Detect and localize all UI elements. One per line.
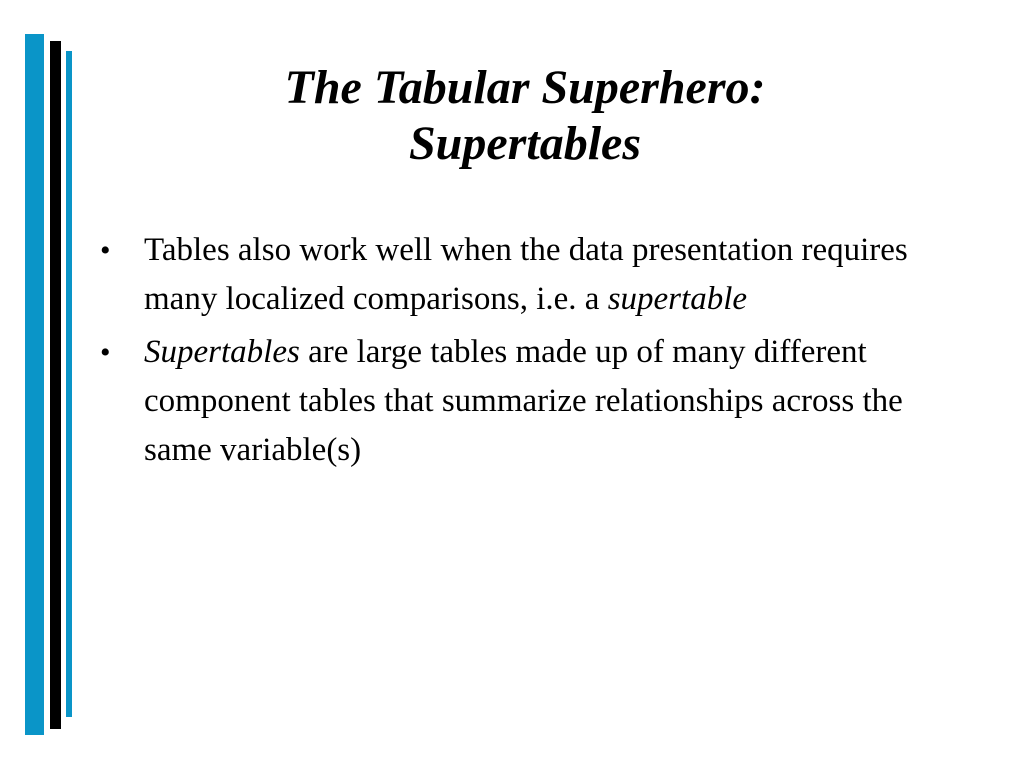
bullet-icon: • <box>100 336 111 369</box>
slide-title-line-2: Supertables <box>408 117 642 170</box>
bullet-icon: • <box>100 234 111 267</box>
bullet-list <box>100 226 920 479</box>
decorative-blue-bar <box>25 34 44 735</box>
slide-title-line-1: The Tabular Superhero: <box>284 61 766 114</box>
decorative-thin-blue-bar <box>66 51 72 717</box>
bullet-1-text: Tables also work well when the data presentation requires many localized comparisons, i.e. a <box>144 232 908 317</box>
bullet-item-2 <box>100 328 920 475</box>
decorative-black-bar <box>50 41 61 729</box>
bullet-2-italic-term: Supertables <box>144 334 300 370</box>
slide-title <box>120 60 930 172</box>
bullet-1-italic-term: supertable <box>607 281 748 317</box>
bullet-2-text: are large tables made up of many different component tables that summarize relationships across the same variable(s) <box>144 334 903 468</box>
bullet-item-1 <box>100 226 920 324</box>
